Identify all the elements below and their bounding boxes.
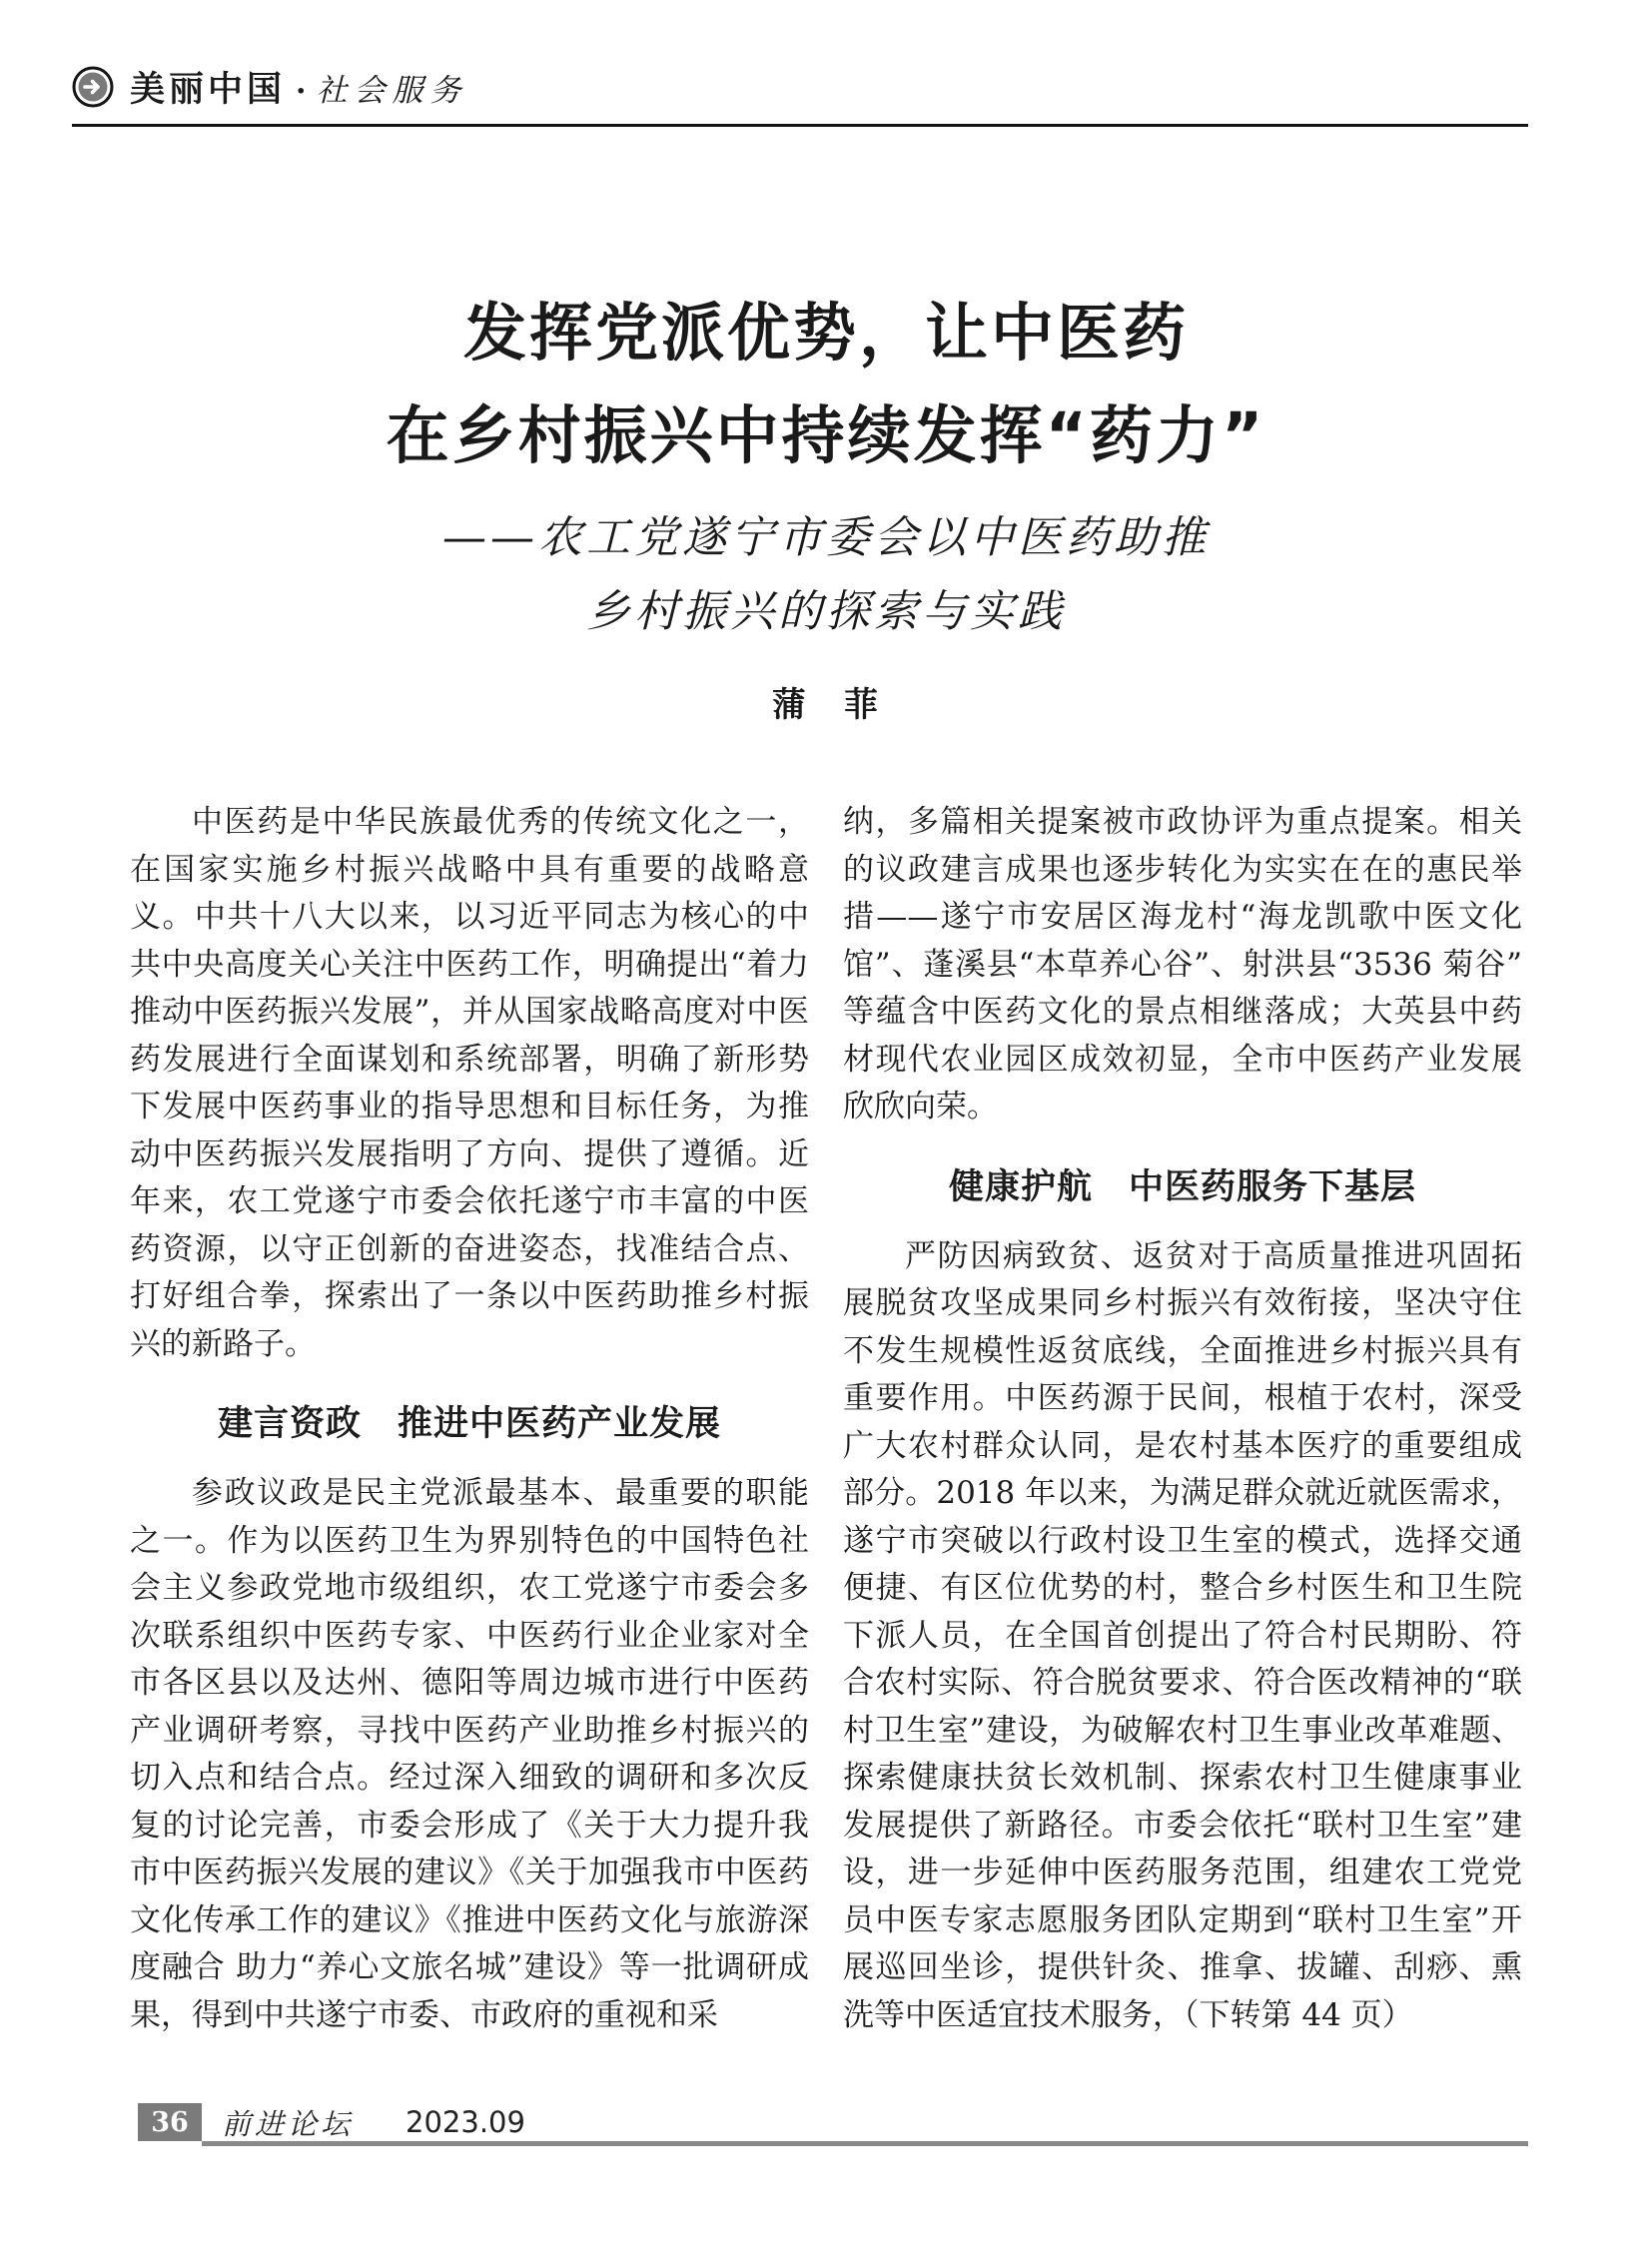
paragraph-intro: 中医药是中华民族最优秀的传统文化之一，在国家实施乡村振兴战略中具有重要的战略意义。中共十八大以来，以习近平同志为核心的中共中央高度关心关注中医药工作，明确提出“着力推动中医药振兴发展”，并从国家战略高度对中医药发展进行全面谋划和系统部署，明确了新形势下发展中医药事业的指导思想和目标任务，为推动中医药振兴发展指明了方向、提供了遵循。近年来，农工党遂宁市委会依托遂宁市丰富的中医药资源，以守正创新的奋进姿态，找准结合点、打好组合拳，探索出了一条以中医药助推乡村振兴的新路子。 bbox=[130, 804, 809, 1362]
title-block bbox=[62, 282, 1590, 726]
section-heading-jianyan: 建言资政 推进中医药产业发展 bbox=[217, 1404, 721, 1444]
article-subtitle-line-1: ——农工党遂宁市委会以中医药助推 bbox=[442, 512, 1210, 563]
paragraph-canzheng-continued: 纳，多篇相关提案被市政协评为重点提案。相关的议政建言成果也逐步转化为实实在在的惠民举措——遂宁市安居区海龙村“海龙凯歌中医文化馆”、蓬溪县“本草养心谷”、射洪县“3536 菊谷”等蕴含中医药文化的景点相继落成；大英县中药材现代农业园区成效初显，全市中医药产业发展欣欣向荣。 bbox=[843, 804, 1522, 1124]
page-footer bbox=[138, 2103, 1528, 2146]
section-label-separator-dot: · bbox=[296, 74, 307, 109]
footer-rule bbox=[202, 2103, 1528, 2146]
article-title-line-2: 在乡村振兴中持续发挥“药力” bbox=[386, 399, 1266, 472]
section-heading-jiankang: 健康护航 中医药服务下基层 bbox=[948, 1166, 1416, 1207]
paragraph-jiankang: 严防因病致贫、返贫对于高质量推进巩固拓展脱贫攻坚成果同乡村振兴有效衔接，坚决守住不发生规模性返贫底线，全面推进乡村振兴具有重要作用。中医药源于民间，根植于农村，深受广大农村群众认同，是农村基本医疗的重要组成部分。2018 年以来，为满足群众就近就医需求，遂宁市突破以行政村设卫生室的模式，选择交通便捷、有区位优势的村，整合乡村医生和卫生院下派人员，在全国首创提出了符合村民期盼、符合农村实际、符合脱贫要求、符合医改精神的“联村卫生室”建设，为破解农村卫生事业改革难题、探索健康扶贫长效机制、探索农村卫生健康事业发展提供了新路径。市委会依托“联村卫生室”建设，进一步延伸中医药服务范围，组建农工党党员中医专家志愿服务团队定期到“联村卫生室”开展巡回坐诊，提供针灸、推拿、拔罐、刮痧、熏洗等中医适宜技术服务，（下转第 44 页） bbox=[843, 1237, 1522, 2033]
issue-date: 2023.09 bbox=[406, 2105, 525, 2139]
article-author: 蒲 菲 bbox=[772, 685, 880, 725]
journal-name: 前进论坛 bbox=[222, 2106, 355, 2141]
page-number: 36 bbox=[151, 2106, 189, 2138]
section-label bbox=[130, 62, 467, 112]
article-body bbox=[130, 799, 1522, 2039]
page-number-badge bbox=[138, 2103, 202, 2141]
section-label-primary: 美丽中国 bbox=[130, 69, 287, 110]
article-title bbox=[62, 282, 1590, 487]
arrow-right-circle-icon bbox=[72, 66, 114, 108]
section-label-secondary: 社会服务 bbox=[316, 73, 468, 109]
page-header bbox=[72, 62, 1528, 127]
left-column bbox=[130, 799, 809, 2039]
article-subtitle bbox=[62, 501, 1590, 649]
paragraph-canzheng: 参政议政是民主党派最基本、最重要的职能之一。作为以医药卫生为界别特色的中国特色社会主义参政党地市级组织，农工党遂宁市委会多次联系组织中医药专家、中医药行业企业家对全市各区县以及达州、德阳等周边城市进行中医药产业调研考察，寻找中医药产业助推乡村振兴的切入点和结合点。经过深入细致的调研和多次反复的讨论完善，市委会形成了《关于大力提升我市中医药振兴发展的建议》《关于加强我市中医药文化传承工作的建议》《推进中医药文化与旅游深度融合 助力“养心文旅名城”建设》等一批调研成果，得到中共遂宁市委、市政府的重视和采 bbox=[130, 1475, 809, 2033]
article-title-line-1: 发挥党派优势，让中医药 bbox=[463, 297, 1189, 370]
right-column bbox=[843, 799, 1522, 2039]
article-subtitle-line-2: 乡村振兴的探索与实践 bbox=[586, 586, 1066, 637]
